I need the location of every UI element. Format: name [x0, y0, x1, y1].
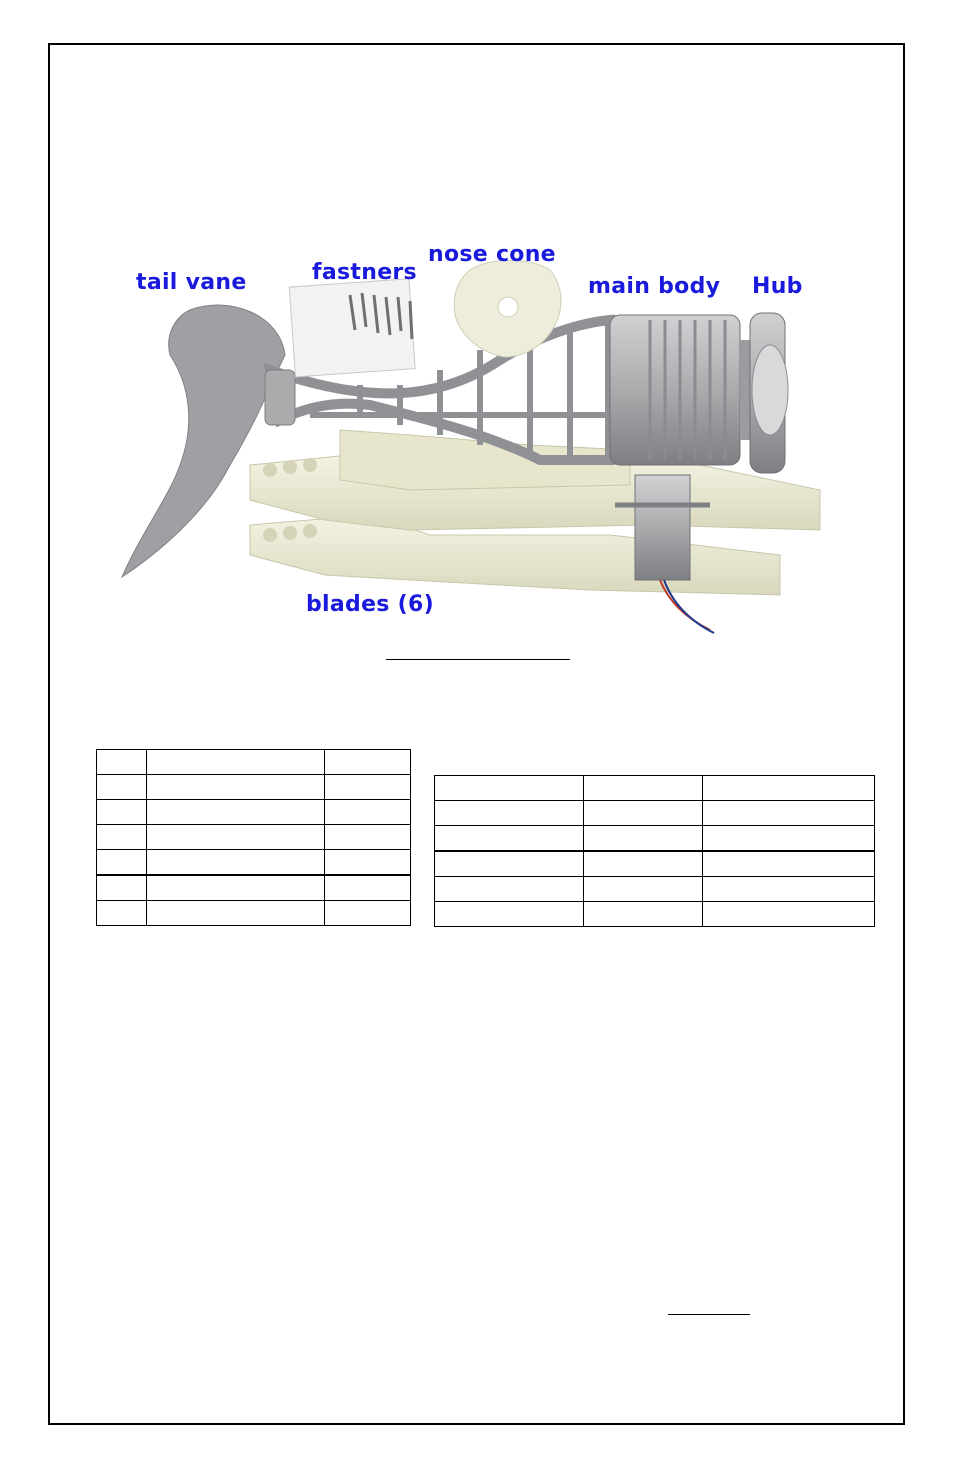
table-row: [97, 850, 411, 876]
table-row: [435, 877, 875, 902]
figure-caption-underline: [386, 659, 570, 660]
right-table: [434, 775, 875, 927]
table-row: [97, 775, 411, 800]
product-photo: [110, 235, 840, 645]
table-row: [435, 801, 875, 826]
label-blades: blades (6): [306, 592, 434, 617]
table-row: [435, 851, 875, 877]
label-tail-vane: tail vane: [136, 270, 247, 295]
table-row: [435, 776, 875, 801]
table-row: [435, 826, 875, 852]
label-hub: Hub: [752, 274, 803, 299]
table-row: [97, 901, 411, 926]
label-main-body: main body: [588, 274, 721, 299]
label-fastners: fastners: [312, 260, 417, 285]
table-row: [435, 902, 875, 927]
table-row: [97, 875, 411, 901]
text-underline: [668, 1314, 750, 1315]
table-row: [97, 750, 411, 775]
table-row: [97, 825, 411, 850]
table-row: [97, 800, 411, 825]
fasteners-bag-shape: [289, 279, 415, 377]
hub-shape: [740, 313, 788, 473]
left-table: [96, 749, 411, 926]
label-nose-cone: nose cone: [428, 242, 556, 267]
